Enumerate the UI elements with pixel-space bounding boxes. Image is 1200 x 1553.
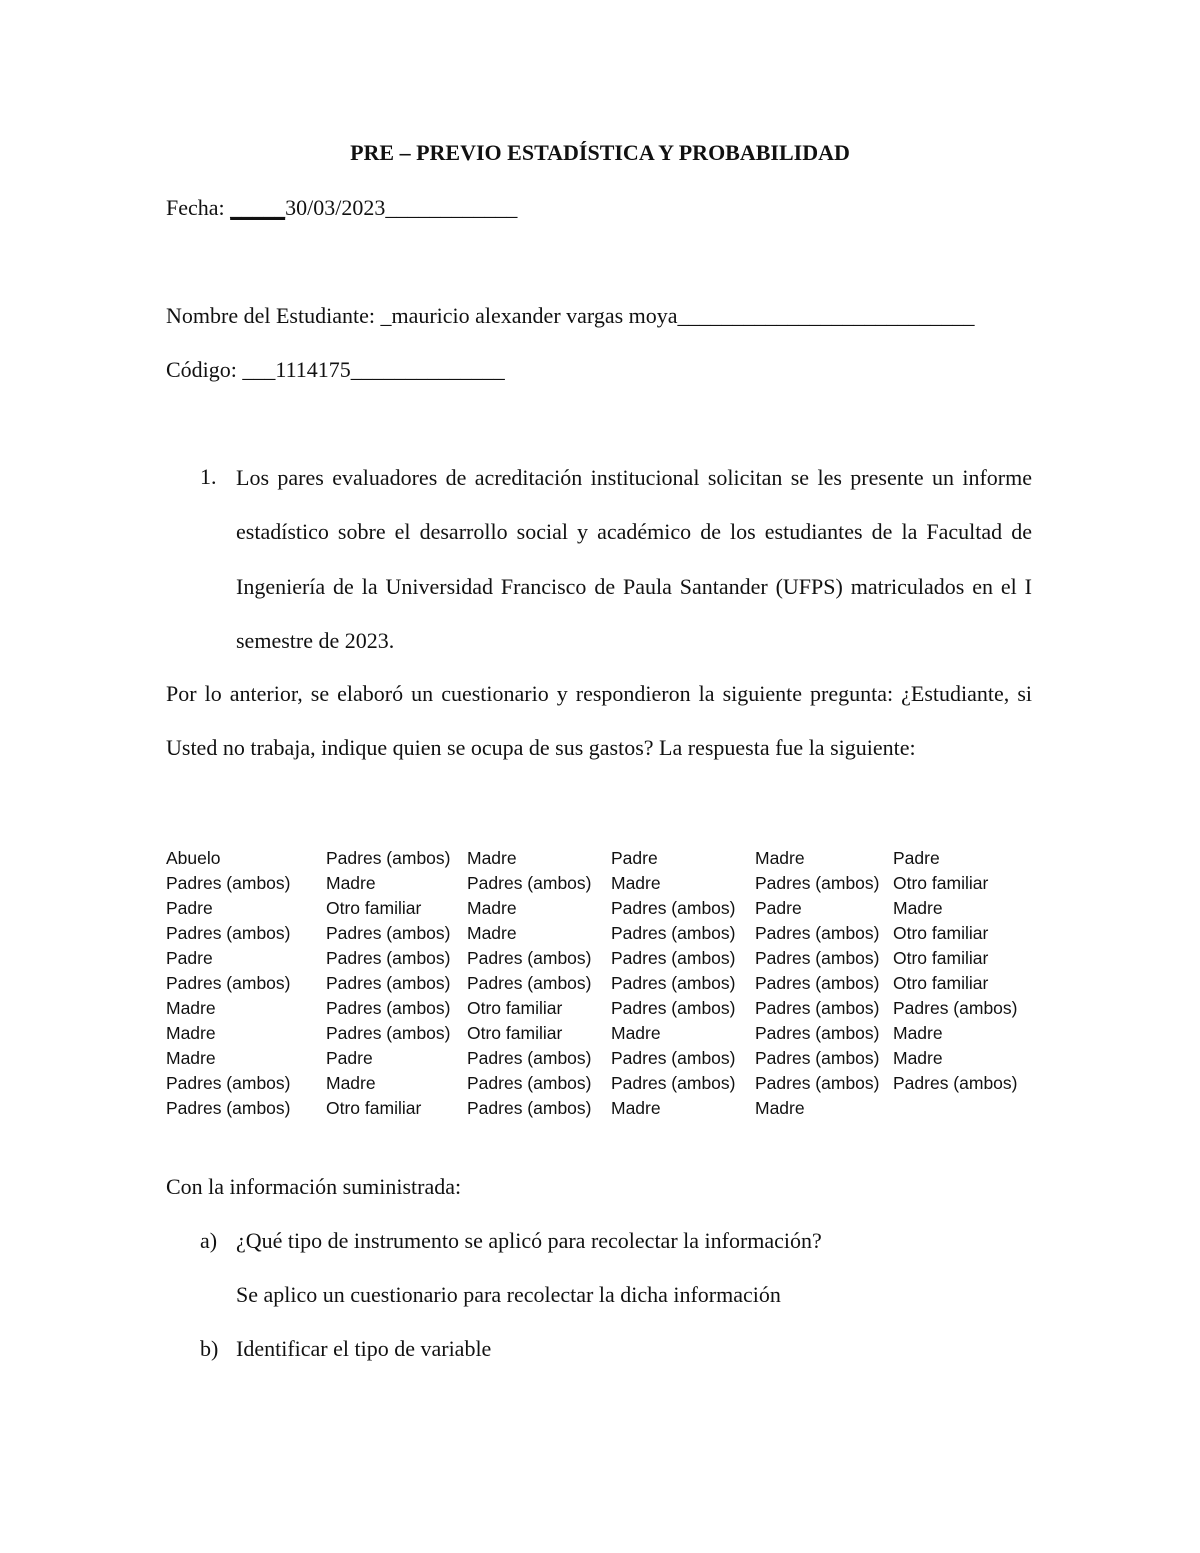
table-cell: Padres (ambos): [611, 1073, 736, 1093]
table-cell: Madre: [611, 1098, 661, 1118]
table-cell: Otro familiar: [893, 948, 989, 968]
table-cell: Padres (ambos): [755, 998, 880, 1018]
table-cell: Padres (ambos): [755, 923, 880, 943]
table-row: [166, 971, 1043, 996]
table-cell: Padres (ambos): [166, 873, 291, 893]
nombre-label: Nombre del Estudiante:: [166, 303, 381, 328]
table-row: [166, 996, 1043, 1021]
table-row: [166, 846, 1043, 871]
table-cell: Madre: [893, 1023, 943, 1043]
table-cell: Otro familiar: [893, 873, 989, 893]
table-cell: Madre: [467, 848, 517, 868]
table-cell: Otro familiar: [326, 898, 422, 918]
table-cell: Padres (ambos): [467, 1073, 592, 1093]
table-cell: Otro familiar: [467, 998, 563, 1018]
table-cell: [893, 1096, 1043, 1121]
table-cell: Padres (ambos): [893, 998, 1018, 1018]
table-cell: Padres (ambos): [326, 1023, 451, 1043]
table-cell: Padre: [611, 848, 658, 868]
nombre-trail-blank: ___________________________: [677, 303, 975, 328]
table-cell: Padres (ambos): [467, 1048, 592, 1068]
table-cell: Madre: [166, 998, 216, 1018]
fecha-lead-blank: _____: [230, 195, 286, 220]
table-row: [166, 1071, 1043, 1096]
table-row: [166, 921, 1043, 946]
table-cell: Padres (ambos): [326, 848, 451, 868]
table-cell: Madre: [893, 898, 943, 918]
responses-table: [166, 846, 1043, 1121]
table-cell: Padres (ambos): [755, 1023, 880, 1043]
question-1-text: Los pares evaluadores de acreditación institucional solicitan se les presente un informe estadístico sobre el desarrollo social y académico de los estudiantes de la Facultad de Ingeniería de la Universidad Francisco de Paula Santander (UFPS) matriculados en el I semestre de 2023.: [236, 465, 1032, 654]
table-cell: Madre: [611, 873, 661, 893]
nombre-field: [166, 305, 975, 327]
item-b-question: Identificar el tipo de variable: [236, 1336, 492, 1361]
table-cell: Otro familiar: [893, 973, 989, 993]
table-cell: Padres (ambos): [755, 948, 880, 968]
table-cell: Padres (ambos): [611, 973, 736, 993]
codigo-value: 1114175: [275, 357, 351, 382]
item-b-marker: b): [200, 1336, 219, 1361]
fecha-trail-blank: ____________: [385, 195, 518, 220]
table-cell: Padres (ambos): [755, 1073, 880, 1093]
table-cell: Otro familiar: [467, 1023, 563, 1043]
table-cell: Padres (ambos): [755, 973, 880, 993]
table-cell: Padres (ambos): [755, 873, 880, 893]
table-cell: Madre: [166, 1048, 216, 1068]
fecha-label: Fecha:: [166, 195, 231, 220]
codigo-trail-blank: ______________: [350, 357, 505, 382]
codigo-lead-blank: ___: [242, 357, 276, 382]
table-cell: Padres (ambos): [166, 923, 291, 943]
table-row: [166, 1046, 1043, 1071]
table-cell: Padres (ambos): [611, 923, 736, 943]
codigo-label: Código:: [166, 357, 243, 382]
table-cell: Madre: [467, 923, 517, 943]
table-row: [166, 946, 1043, 971]
table-cell: Padres (ambos): [611, 998, 736, 1018]
table-cell: Padres (ambos): [467, 1098, 592, 1118]
table-cell: Otro familiar: [893, 923, 989, 943]
table-cell: Madre: [166, 1023, 216, 1043]
codigo-field: [166, 359, 505, 381]
table-cell: Madre: [755, 848, 805, 868]
table-cell: Madre: [611, 1023, 661, 1043]
table-cell: Padres (ambos): [611, 1048, 736, 1068]
table-cell: Padre: [166, 948, 213, 968]
table-cell: Abuelo: [166, 848, 221, 868]
item-a-marker: a): [200, 1228, 218, 1253]
table-cell: Padres (ambos): [326, 998, 451, 1018]
table-cell: Padres (ambos): [326, 923, 451, 943]
question-1-number: 1.: [200, 464, 217, 489]
table-cell: Padre: [326, 1048, 373, 1068]
table-cell: Madre: [893, 1048, 943, 1068]
table-cell: Madre: [755, 1098, 805, 1118]
intro-paragraph: Por lo anterior, se elaboró un cuestionario y respondieron la siguiente pregunta: ¿Estudiante, si Usted no trabaja, indique quien se ocupa de sus gastos? La respuesta fue la siguiente:: [166, 681, 1032, 761]
table-cell: Padre: [755, 898, 802, 918]
table-cell: Padres (ambos): [326, 973, 451, 993]
table-cell: Padres (ambos): [611, 948, 736, 968]
fecha-field: [166, 197, 517, 219]
table-cell: Otro familiar: [326, 1098, 422, 1118]
table-cell: Padre: [893, 848, 940, 868]
nombre-value: mauricio alexander vargas moya: [391, 303, 678, 328]
table-row: [166, 871, 1043, 896]
table-row: [166, 896, 1043, 921]
table-row: [166, 1096, 1043, 1121]
table-cell: Padres (ambos): [893, 1073, 1018, 1093]
table-cell: Padres (ambos): [166, 1098, 291, 1118]
table-cell: Padres (ambos): [467, 948, 592, 968]
table-cell: Madre: [326, 873, 376, 893]
table-cell: Padres (ambos): [467, 973, 592, 993]
table-cell: Padres (ambos): [166, 1073, 291, 1093]
table-cell: Padres (ambos): [755, 1048, 880, 1068]
item-a-question: ¿Qué tipo de instrumento se aplicó para recolectar la información?: [236, 1228, 822, 1253]
table-cell: Madre: [467, 898, 517, 918]
table-cell: Padres (ambos): [166, 973, 291, 993]
table-cell: Padres (ambos): [326, 948, 451, 968]
info-label: Con la información suministrada:: [166, 1174, 462, 1199]
table-cell: Padres (ambos): [611, 898, 736, 918]
nombre-lead-blank: _: [380, 303, 392, 328]
table-cell: Padres (ambos): [467, 873, 592, 893]
item-a-answer: Se aplico un cuestionario para recolectar la dicha información: [236, 1282, 781, 1307]
table-cell: Padre: [166, 898, 213, 918]
table-row: [166, 1021, 1043, 1046]
fecha-value: 30/03/2023: [285, 195, 386, 220]
table-cell: Madre: [326, 1073, 376, 1093]
document-title: PRE – PREVIO ESTADÍSTICA Y PROBABILIDAD: [350, 140, 850, 165]
